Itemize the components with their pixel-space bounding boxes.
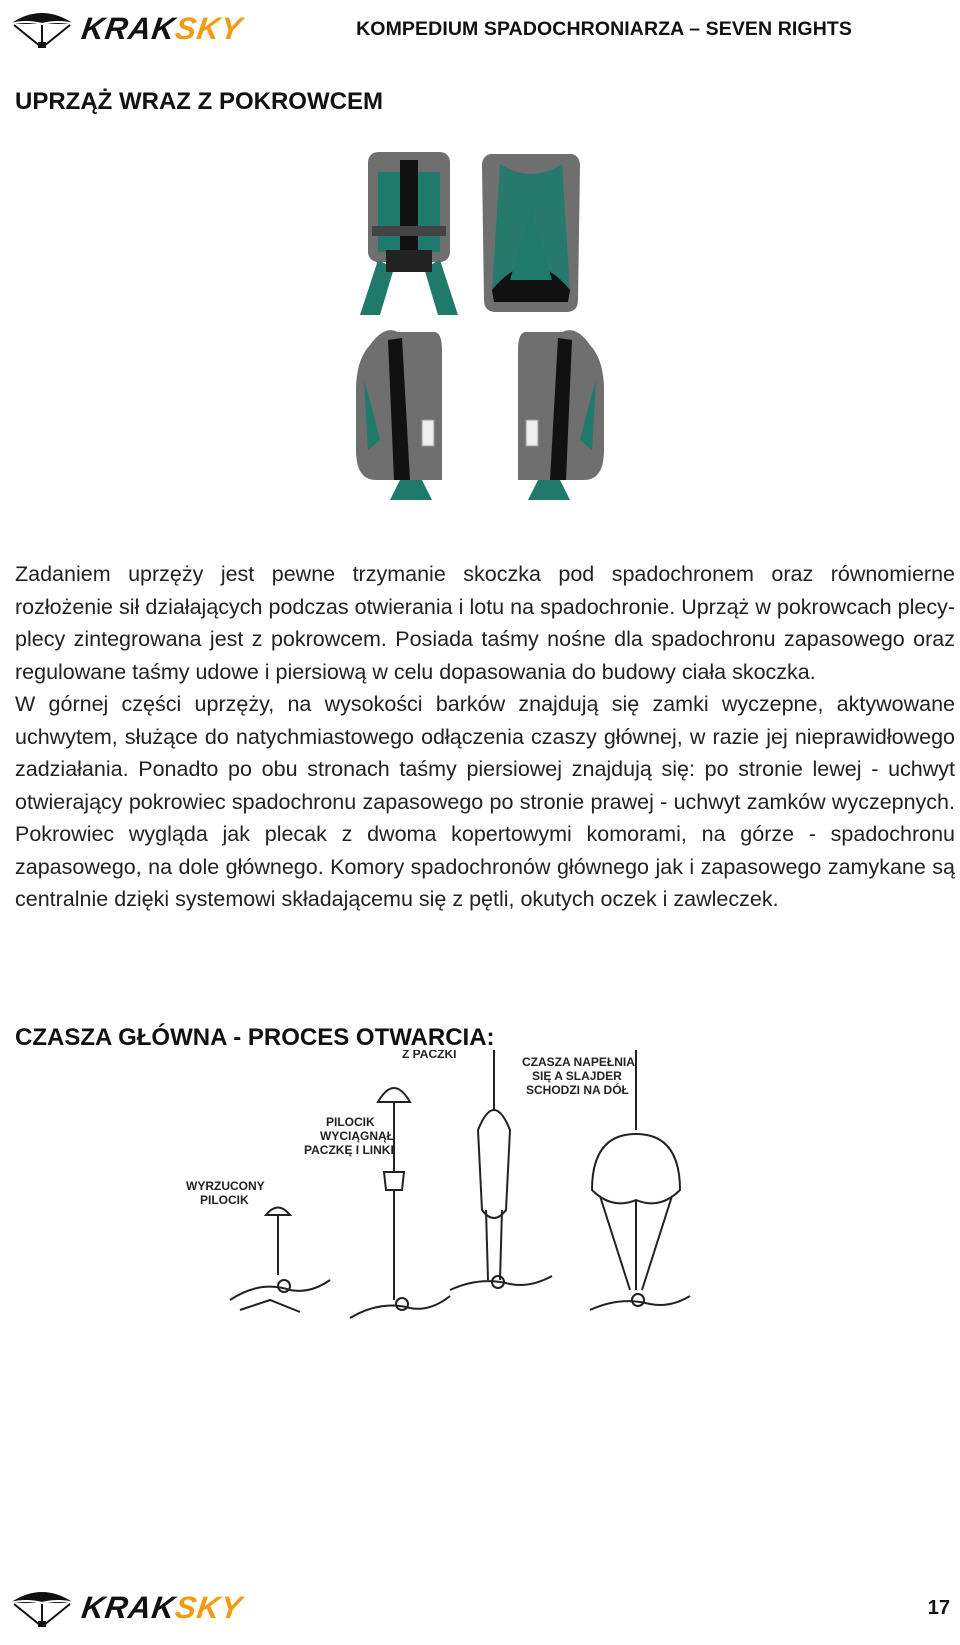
svg-text:PILOCIK: PILOCIK bbox=[326, 1115, 375, 1129]
svg-text:WYRZUCONY: WYRZUCONY bbox=[186, 1179, 265, 1193]
svg-text:SCHODZI NA DÓŁ: SCHODZI NA DÓŁ bbox=[526, 1083, 629, 1097]
svg-text:CZASZA NAPEŁNIA: CZASZA NAPEŁNIA bbox=[522, 1055, 635, 1069]
stage-1-label bbox=[186, 1179, 265, 1207]
svg-text:SIĘ A SLAJDER: SIĘ A SLAJDER bbox=[532, 1069, 622, 1083]
page-header bbox=[0, 0, 960, 56]
logo-wordmark: KRAKSKY bbox=[79, 1589, 245, 1625]
svg-text:Z PACZKI: Z PACZKI bbox=[402, 1050, 457, 1061]
svg-text:WYCIĄGNĄŁ: WYCIĄGNĄŁ bbox=[320, 1129, 394, 1143]
harness-section-heading: UPRZĄŻ WRAZ Z POKROWCEM bbox=[15, 88, 383, 115]
parachute-logo-icon bbox=[6, 6, 78, 50]
canopy-opening-sequence-illustration bbox=[180, 1050, 740, 1420]
svg-text:PILOCIK: PILOCIK bbox=[200, 1193, 249, 1207]
harness-front-view bbox=[360, 152, 458, 315]
stage-3-label bbox=[378, 1050, 481, 1061]
paragraph: W górnej części uprzęży, na wysokości barków znajdują się zamki wyczepne, aktywowane uchwytem, służące do natychmiastowego odłączenia czaszy głównej, w razie jej nieprawidłowego zadziałania. Ponadto po obu stronach taśmy piersiowej znajdują się: po stronie lewej - uchwyt otwierający pokrowiec spadochronu zapasowego po stronie prawej - uchwyt zamków wyczepnych. Pokrowiec wygląda jak plecak z dwoma kopertowymi komorami, na górze - spadochronu zapasowego, na dole głównego. Komory spadochronów głównego jak i zapasowego zamykane są centralnie dzięki systemowi składającemu się z pętli, okutych oczek i zawleczek. bbox=[15, 692, 955, 911]
parachute-logo-icon bbox=[6, 1585, 78, 1629]
logo-wordmark: KRAKSKY bbox=[79, 10, 245, 46]
stage-4-label bbox=[522, 1055, 635, 1097]
canopy-opening-heading: CZASZA GŁÓWNA - PROCES OTWARCIA: bbox=[15, 1024, 495, 1051]
document-title: KOMPEDIUM SPADOCHRONIARZA – SEVEN RIGHTS bbox=[356, 18, 852, 40]
krak-sky-logo bbox=[6, 1585, 245, 1629]
krak-sky-logo bbox=[6, 6, 245, 50]
stage-2-label bbox=[304, 1115, 394, 1157]
harness-container-illustration bbox=[350, 150, 610, 520]
svg-text:PACZKĘ I LINKI: PACZKĘ I LINKI bbox=[304, 1143, 394, 1157]
container-side-view-right bbox=[518, 330, 604, 500]
stage-1-skydiver bbox=[230, 1208, 330, 1313]
paragraph: Zadaniem uprzęży jest pewne trzymanie skoczka pod spadochronem oraz równomierne rozłożenie sił działających podczas otwierania i lotu na spadochronie. Uprząż w pokrowcach plecy-plecy zintegrowana jest z pokrowcem. Posiada taśmy nośne dla spadochronu zapasowego oraz regulowane taśmy udowe i piersiową w celu dopasowania do budowy ciała skoczka. bbox=[15, 562, 955, 684]
page-footer bbox=[0, 1575, 960, 1645]
page-number: 17 bbox=[927, 1597, 950, 1619]
harness-description bbox=[15, 558, 955, 916]
container-back-view bbox=[482, 154, 580, 312]
container-side-view-left bbox=[356, 330, 442, 500]
